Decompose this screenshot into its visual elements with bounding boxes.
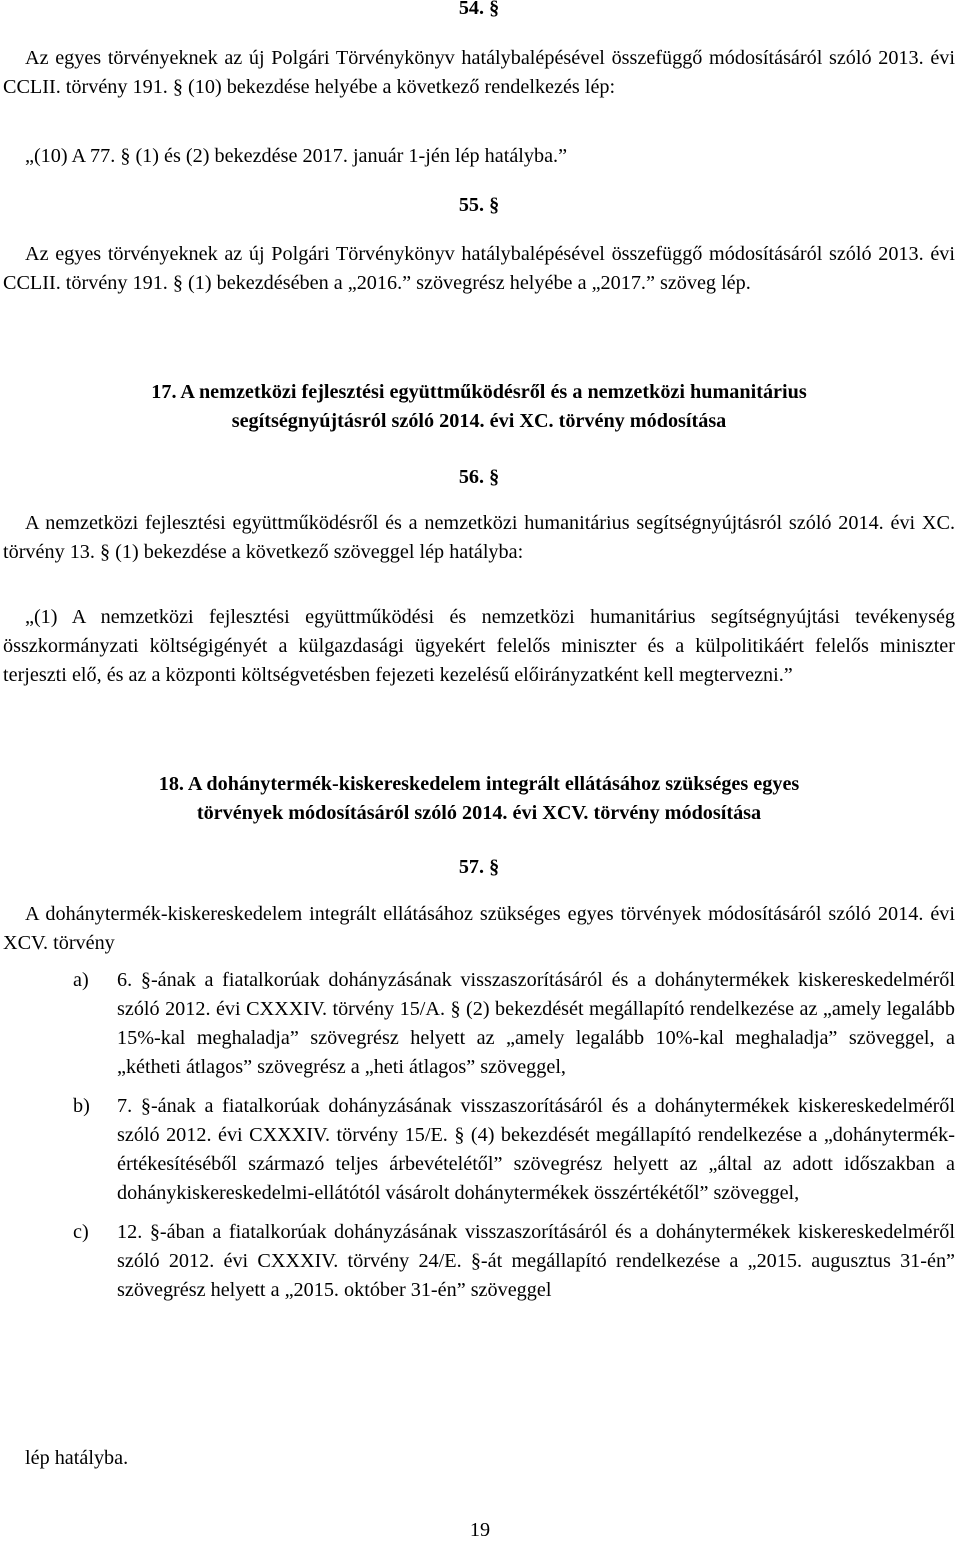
list-item-marker: b): [73, 1095, 90, 1117]
chapter-17-title-line1: 17. A nemzetközi fejlesztési együttműködésről és a nemzetközi humanitárius: [151, 381, 807, 403]
list-item-marker: a): [73, 969, 89, 991]
section-56-heading: 56. §: [458, 466, 500, 488]
list-item: [3, 966, 955, 1082]
section-54-quote: „(10) A 77. § (1) és (2) bekezdése 2017. január 1-jén lép hatályba.”: [25, 145, 568, 167]
chapter-18-title-line1: 18. A dohánytermék-kiskereskedelem integrált ellátásához szükséges egyes: [158, 773, 800, 795]
list-item-text: 6. §-ának a fiatalkorúak dohányzásának visszaszorításáról és a dohánytermékek kiskereskedelméről szóló 2012. évi CXXXIV. törvény 15/A. § (2) bekezdését megállapító rendelkezése az „amely legalább 15%-kal meghaladja” szövegrész helyett az „amely legalább 10%-kal meghaladja” szöveggel, a „kétheti átlagos” szövegrész a „heti átlagos” szöveggel,: [117, 969, 955, 1078]
closing-text: lép hatályba.: [25, 1447, 129, 1469]
section-56-paragraph: A nemzetközi fejlesztési együttműködésről és a nemzetközi humanitárius segítségnyújtásról szóló 2014. évi XC. törvény 13. § (1) bekezdése a következő szöveggel lép hatályba:: [3, 512, 955, 563]
list-item: [3, 1092, 955, 1208]
list-item-text: 7. §-ának a fiatalkorúak dohányzásának visszaszorításáról és a dohánytermékek kiskereskedelméről szóló 2012. évi CXXXIV. törvény 15/E. § (4) bekezdését megállapító rendelkezése a „dohánytermék-értékesítéséből származó teljes árbevételétől” szövegrész helyett az „által az adott időszakban a dohánykiskereskedelmi-ellátótól vásárolt dohánytermékek összértékétől” szöveggel,: [117, 1095, 955, 1204]
section-54-paragraph: Az egyes törvényeknek az új Polgári Törvénykönyv hatálybalépésével összefüggő módosításáról szóló 2013. évi CCLII. törvény 191. § (10) bekezdése helyébe a következő rendelkezés lép:: [3, 47, 955, 98]
amendment-list: [3, 966, 955, 1305]
chapter-17-title-line2: segítségnyújtásról szóló 2014. évi XC. törvény módosítása: [231, 410, 727, 432]
list-item: [3, 1218, 955, 1305]
section-56-quote: „(1) A nemzetközi fejlesztési együttműködési és nemzetközi humanitárius segítségnyújtási tevékenység összkormányzati költségigényét a külgazdasági ügyekért felelős miniszter és a külpolitikáért felelős miniszter terjeszti elő, és az a központi költségvetésben fejezeti kezelésű előirányzatként kell megtervezni.”: [3, 606, 955, 686]
section-57-intro: A dohánytermék-kiskereskedelem integrált ellátásához szükséges egyes törvények módosításáról szóló 2014. évi XCV. törvény: [3, 903, 955, 954]
section-55-paragraph: Az egyes törvényeknek az új Polgári Törvénykönyv hatálybalépésével összefüggő módosításáról szóló 2013. évi CCLII. törvény 191. § (1) bekezdésében a „2016.” szövegrész helyébe a „2017.” szöveg lép.: [3, 243, 955, 294]
chapter-18-title: [3, 770, 955, 828]
section-55-heading: 55. §: [458, 194, 500, 216]
section-54-heading: 54. §: [458, 0, 500, 19]
chapter-17-title: [3, 378, 955, 436]
section-57-heading: 57. §: [458, 856, 500, 878]
list-item-text: 12. §-ában a fiatalkorúak dohányzásának visszaszorításáról és a dohánytermékek kiskereskedelméről szóló 2012. évi CXXXIV. törvény 24/E. §-át megállapító rendelkezése a „2015. augusztus 31-én” szövegrész helyett a „2015. október 31-én” szöveggel: [117, 1221, 955, 1301]
list-item-marker: c): [73, 1221, 89, 1243]
page-number: 19: [469, 1519, 491, 1541]
chapter-18-title-line2: törvények módosításáról szóló 2014. évi XCV. törvény módosítása: [196, 802, 762, 824]
